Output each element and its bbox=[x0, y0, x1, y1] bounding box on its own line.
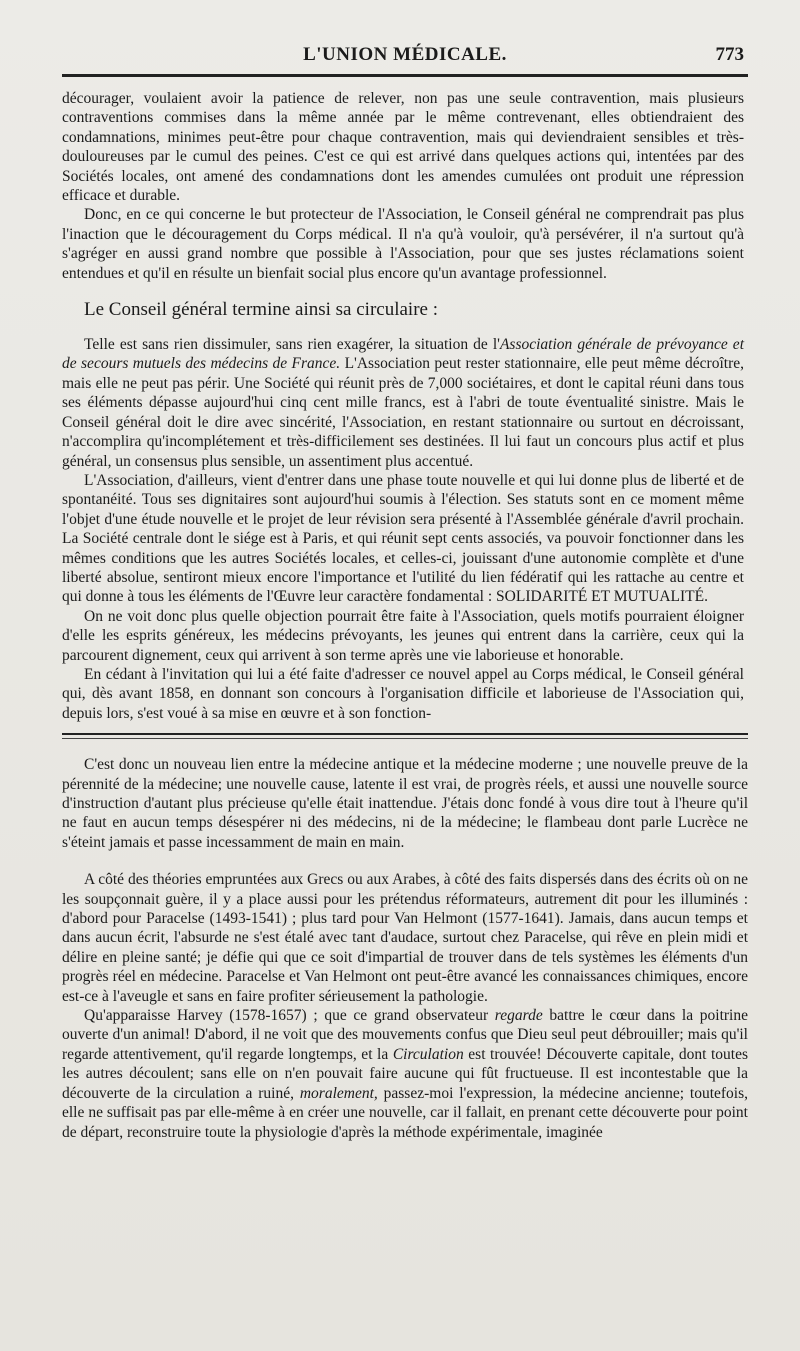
harvey-text-c: est trouvée! Découverte capitale, dont toutes les autres découlent; sans elle on n'en pouvait faire aucune qui fût fructueuse. Il est incontestable que la découverte de la circulation a ruiné, bbox=[62, 1045, 749, 1102]
harvey-em-circulation: Circulation bbox=[392, 1045, 464, 1063]
feuilleton-section bbox=[62, 755, 748, 1142]
association-name: Association générale de prévoyance et de secours mutuels des médecins de France. bbox=[62, 336, 744, 373]
feuilleton-divider bbox=[62, 733, 748, 739]
article-top bbox=[62, 89, 748, 723]
paragraph-invitation: En cédant à l'invitation qui lui a été faite d'adresser ce nouvel appel au Corps médical, le Conseil général qui, dès avant 1858, en donnant son concours à l'organisation difficile et laborieuse de l'Association qui, depuis lors, s'est voué à sa mise en œuvre et à son fonction- bbox=[62, 665, 744, 722]
page-header bbox=[62, 36, 748, 70]
harvey-em-moralement: moralement, bbox=[299, 1084, 378, 1102]
paragraph-situation bbox=[62, 335, 744, 471]
paragraph-new-phase: L'Association, d'ailleurs, vient d'entrer dans une phase toute nouvelle et qui lui donne plus de liberté et de spontanéité. Tous ses dignitaires sont aujourd'hui soumis à l'élection. Ses statuts sont en ce moment même l'objet d'une étude nouvelle et le projet de leur révision sera présenté à l'Assemblée générale d'avril prochain. La Société centrale dont le siége est à Paris, et qui réunit sept cents associés, va pouvoir fonctionner dans les mêmes conditions que les autres Sociétés locales, et celles-ci, jouissant d'une autonomie complète et d'une liberté absolue, sentiront mieux encore l'importance et l'utilité du lien fédératif qui les rattache au centre et qui donne à tous les éléments de l'Œuvre leur caractère fondamental : SOLIDARITÉ ET MUTUALITÉ. bbox=[62, 471, 744, 606]
header-rule bbox=[62, 74, 748, 77]
circular-heading: Le Conseil général termine ainsi sa circulaire : bbox=[84, 299, 438, 321]
page-number: 773 bbox=[715, 44, 744, 65]
running-title: L'UNION MÉDICALE. bbox=[303, 44, 507, 65]
paragraph-gap bbox=[62, 852, 748, 870]
paragraph-objection: On ne voit donc plus quelle objection pourrait être faite à l'Association, quels motifs pourraient éloigner d'elle les esprits généreux, les médecins prévoyants, les jeunes qui entrent dans la carrière, ceux qui la parcourent dignement, ceux qui arrivent à son terme après une vie laborieuse et honorable. bbox=[62, 607, 744, 664]
harvey-text-d: passez-moi l'expression, la médecine ancienne; toutefois, elle ne suffisait pas par elle-même à en créer une nouvelle, car il fallait, en prenant cette découverte pour point de départ, reconstruire toute la physiologie d'après la méthode expérimentale, imaginée bbox=[62, 1084, 749, 1141]
situation-text-a: Telle est sans rien dissimuler, sans rien exagérer, la situation de l' bbox=[84, 336, 500, 354]
harvey-em-regarde: regarde bbox=[494, 1007, 543, 1025]
paragraph-reformers: A côté des théories empruntées aux Grecs ou aux Arabes, à côté des faits dispersés dans des écrits où on ne les soupçonnait guère, il y a place aussi pour les prétendus réformateurs, autrement dit pour les illuminés : d'abord pour Paracelse (1493-1541) ; plus tard pour Van Helmont (1577-1641). Jamais, dans aucun temps et dans aucun écrit, l'absurde ne s'est étalé avec tant d'audace, surtout chez Paracelse, qui rêve en plein midi et délire en pleine santé; je défie qui que ce soit d'impartial de trouver dans de tels systèmes les éléments d'un progrès réel en médecine. Paracelse et Van Helmont ont peut-être avancé les connaissances chimiques, encore est-ce à l'aveugle et sans en faire profiter sérieusement la pathologie. bbox=[62, 871, 748, 1005]
harvey-text-b: battre le cœur dans la poitrine ouverte d'un animal! D'abord, il ne voit que des mouvements confus que Dieu seul peut débrouiller; mais qu'il regarde attentivement, qu'il regarde longtemps, et la bbox=[62, 1007, 748, 1063]
paragraph-harvey bbox=[62, 1006, 748, 1142]
paragraph-continued: décourager, voulaient avoir la patience de relever, non pas une seule contravention, mais plusieurs contraventions commises dans la même année par le même contrevenant, elles obtiendraient des condamnations, minimes peut-être pour chaque contravention, mais qui deviendraient sensibles et très-douloureuses par le cumul des peines. C'est ce qui est arrivé dans quelques actions qui, intentées par des Sociétés locales, ont amené des condamnations dont les amendes cumulées ont produit une répression efficace et durable. bbox=[62, 90, 744, 205]
harvey-text-a: Qu'apparaisse Harvey (1578-1657) ; que ce grand observateur bbox=[84, 1007, 495, 1025]
situation-text-b: L'Association peut rester stationnaire, elle peut même décroître, mais elle ne peut pas périr. Une Société qui réunit près de 7,000 sociétaires, et dont le capital réuni dans tous ses éléments dépasse aujourd'hui cinq cent mille francs, est à l'abri de toute éventualité sinistre. Mais le Conseil général doit le dire avec sincérité, l'Association, en restant stationnaire ou surtout en décroissant, n'accomplira qu'incomplétement et très-difficilement ses destinées. Il lui faut un concours plus actif et plus général, un consensus plus sensible, un assentiment plus accentué. bbox=[62, 355, 744, 470]
paragraph-new-link: C'est donc un nouveau lien entre la médecine antique et la médecine moderne ; une nouvelle preuve de la pérennité de la médecine; une nouvelle cause, latente il est vrai, de progrès réels, et aussi une nouvelle source d'instruction d'autant plus précieuse qu'elle était inattendue. J'étais donc fondé à vous dire tout à l'heure qu'il ne faut en aucun temps désespérer ni des médecins, ni de la médecine; le flambeau dont parle Lucrèce ne s'éteint jamais et passe incessamment de main en main. bbox=[62, 756, 748, 851]
paragraph-protective-aim: Donc, en ce qui concerne le but protecteur de l'Association, le Conseil général ne comprendrait pas plus l'inaction que le découragement du Corps médical. Il n'a qu'à vouloir, qu'à persévérer, il n'a surtout qu'à s'agréger en aussi grand nombre que possible à l'Association, pour que ses justes réclamations soient entendues et qu'il en résulte un bienfait social plus encore qu'un avantage professionnel. bbox=[62, 206, 744, 282]
